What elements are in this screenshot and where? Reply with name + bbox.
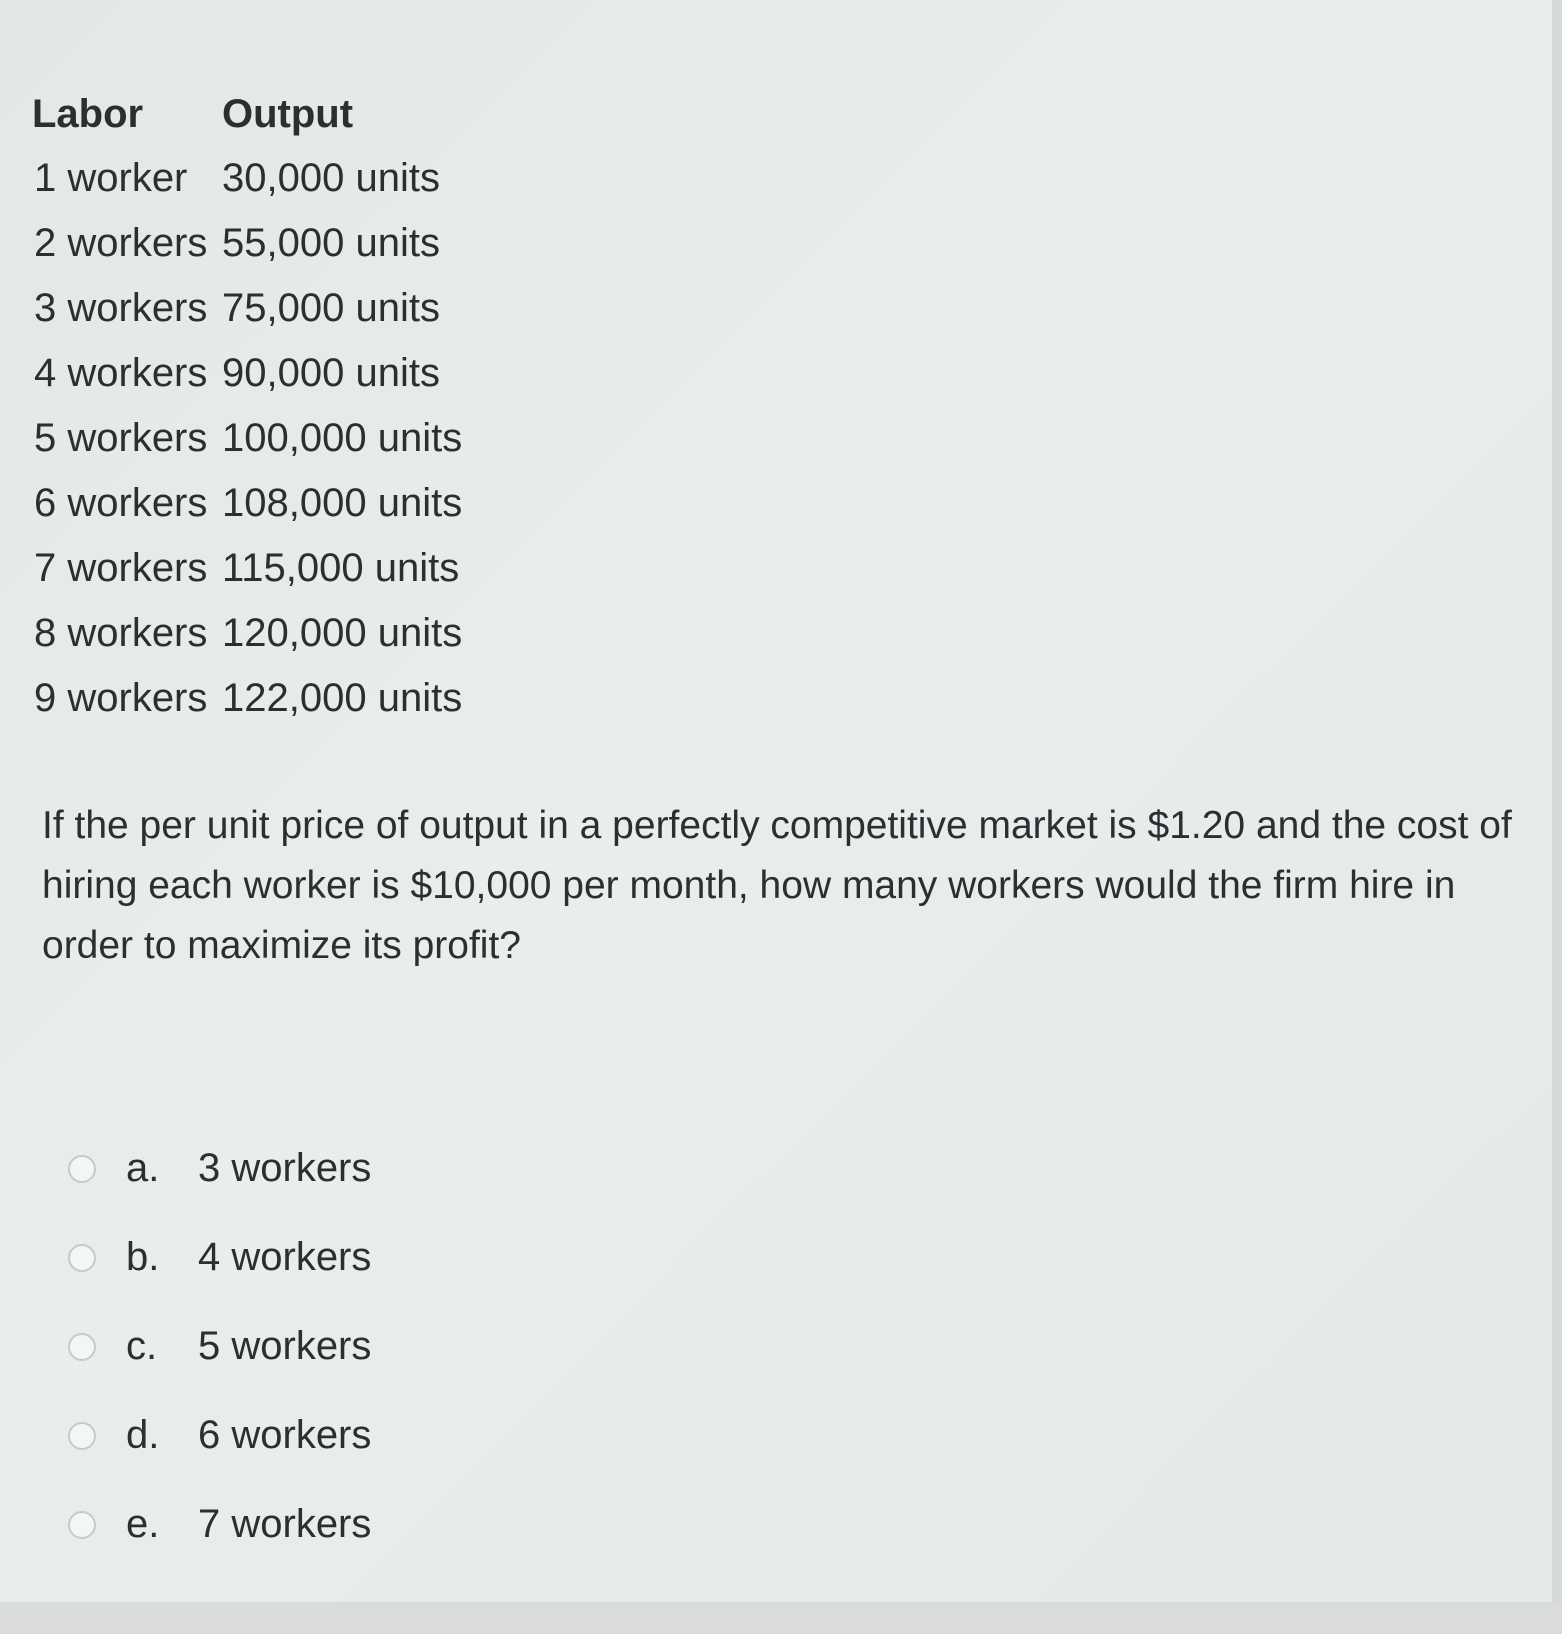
table-row	[32, 611, 462, 676]
table-header-row	[32, 92, 462, 156]
table-row	[32, 351, 462, 416]
table-row	[32, 676, 462, 741]
option-letter: d.	[126, 1413, 160, 1457]
labor-cell: 2 workers	[34, 221, 208, 265]
option-label[interactable]: 7 workers	[198, 1502, 372, 1546]
labor-header: Labor	[32, 92, 144, 136]
output-cell: 75,000 units	[222, 286, 440, 330]
option-b[interactable]	[68, 1213, 371, 1302]
radio-button-icon[interactable]	[68, 1244, 96, 1272]
answer-options	[68, 1124, 371, 1569]
screen-edge-right	[1552, 0, 1562, 1634]
labor-cell: 5 workers	[34, 416, 208, 460]
question-text: If the per unit price of output in a perfectly competitive market is $1.20 and the cost of hiring each worker is $10,000 per month, how many workers would the firm hire in order to maximize its profit?	[42, 804, 1512, 967]
radio-button-icon[interactable]	[68, 1511, 96, 1539]
option-letter: e.	[126, 1502, 160, 1546]
production-table	[32, 92, 462, 741]
option-c[interactable]	[68, 1302, 371, 1391]
option-letter: c.	[126, 1324, 158, 1368]
output-cell: 122,000 units	[222, 676, 463, 720]
table-row	[32, 546, 462, 611]
output-cell: 108,000 units	[222, 481, 463, 525]
output-cell: 120,000 units	[222, 611, 463, 655]
option-letter: b.	[126, 1235, 160, 1279]
option-letter: a.	[126, 1146, 160, 1190]
labor-cell: 9 workers	[34, 676, 208, 720]
labor-cell: 7 workers	[34, 546, 208, 590]
option-e[interactable]	[68, 1480, 371, 1569]
output-cell: 115,000 units	[222, 546, 460, 590]
table-row	[32, 156, 462, 221]
option-label[interactable]: 6 workers	[198, 1413, 372, 1457]
table-row	[32, 416, 462, 481]
labor-cell: 4 workers	[34, 351, 208, 395]
labor-cell: 3 workers	[34, 286, 208, 330]
table-row	[32, 286, 462, 351]
table-row	[32, 481, 462, 546]
option-label[interactable]: 5 workers	[198, 1324, 372, 1368]
option-label[interactable]: 4 workers	[198, 1235, 372, 1279]
table-row	[32, 221, 462, 286]
labor-cell: 6 workers	[34, 481, 208, 525]
option-label[interactable]: 3 workers	[198, 1146, 372, 1190]
screen-edge-bottom	[0, 1602, 1562, 1634]
option-d[interactable]	[68, 1391, 371, 1480]
output-cell: 55,000 units	[222, 221, 440, 265]
radio-button-icon[interactable]	[68, 1333, 96, 1361]
radio-button-icon[interactable]	[68, 1155, 96, 1183]
output-cell: 100,000 units	[222, 416, 463, 460]
radio-button-icon[interactable]	[68, 1422, 96, 1450]
output-header: Output	[222, 92, 354, 136]
option-a[interactable]	[68, 1124, 371, 1213]
output-cell: 30,000 units	[222, 156, 440, 200]
labor-cell: 1 worker	[34, 156, 188, 200]
output-cell: 90,000 units	[222, 351, 440, 395]
labor-cell: 8 workers	[34, 611, 208, 655]
